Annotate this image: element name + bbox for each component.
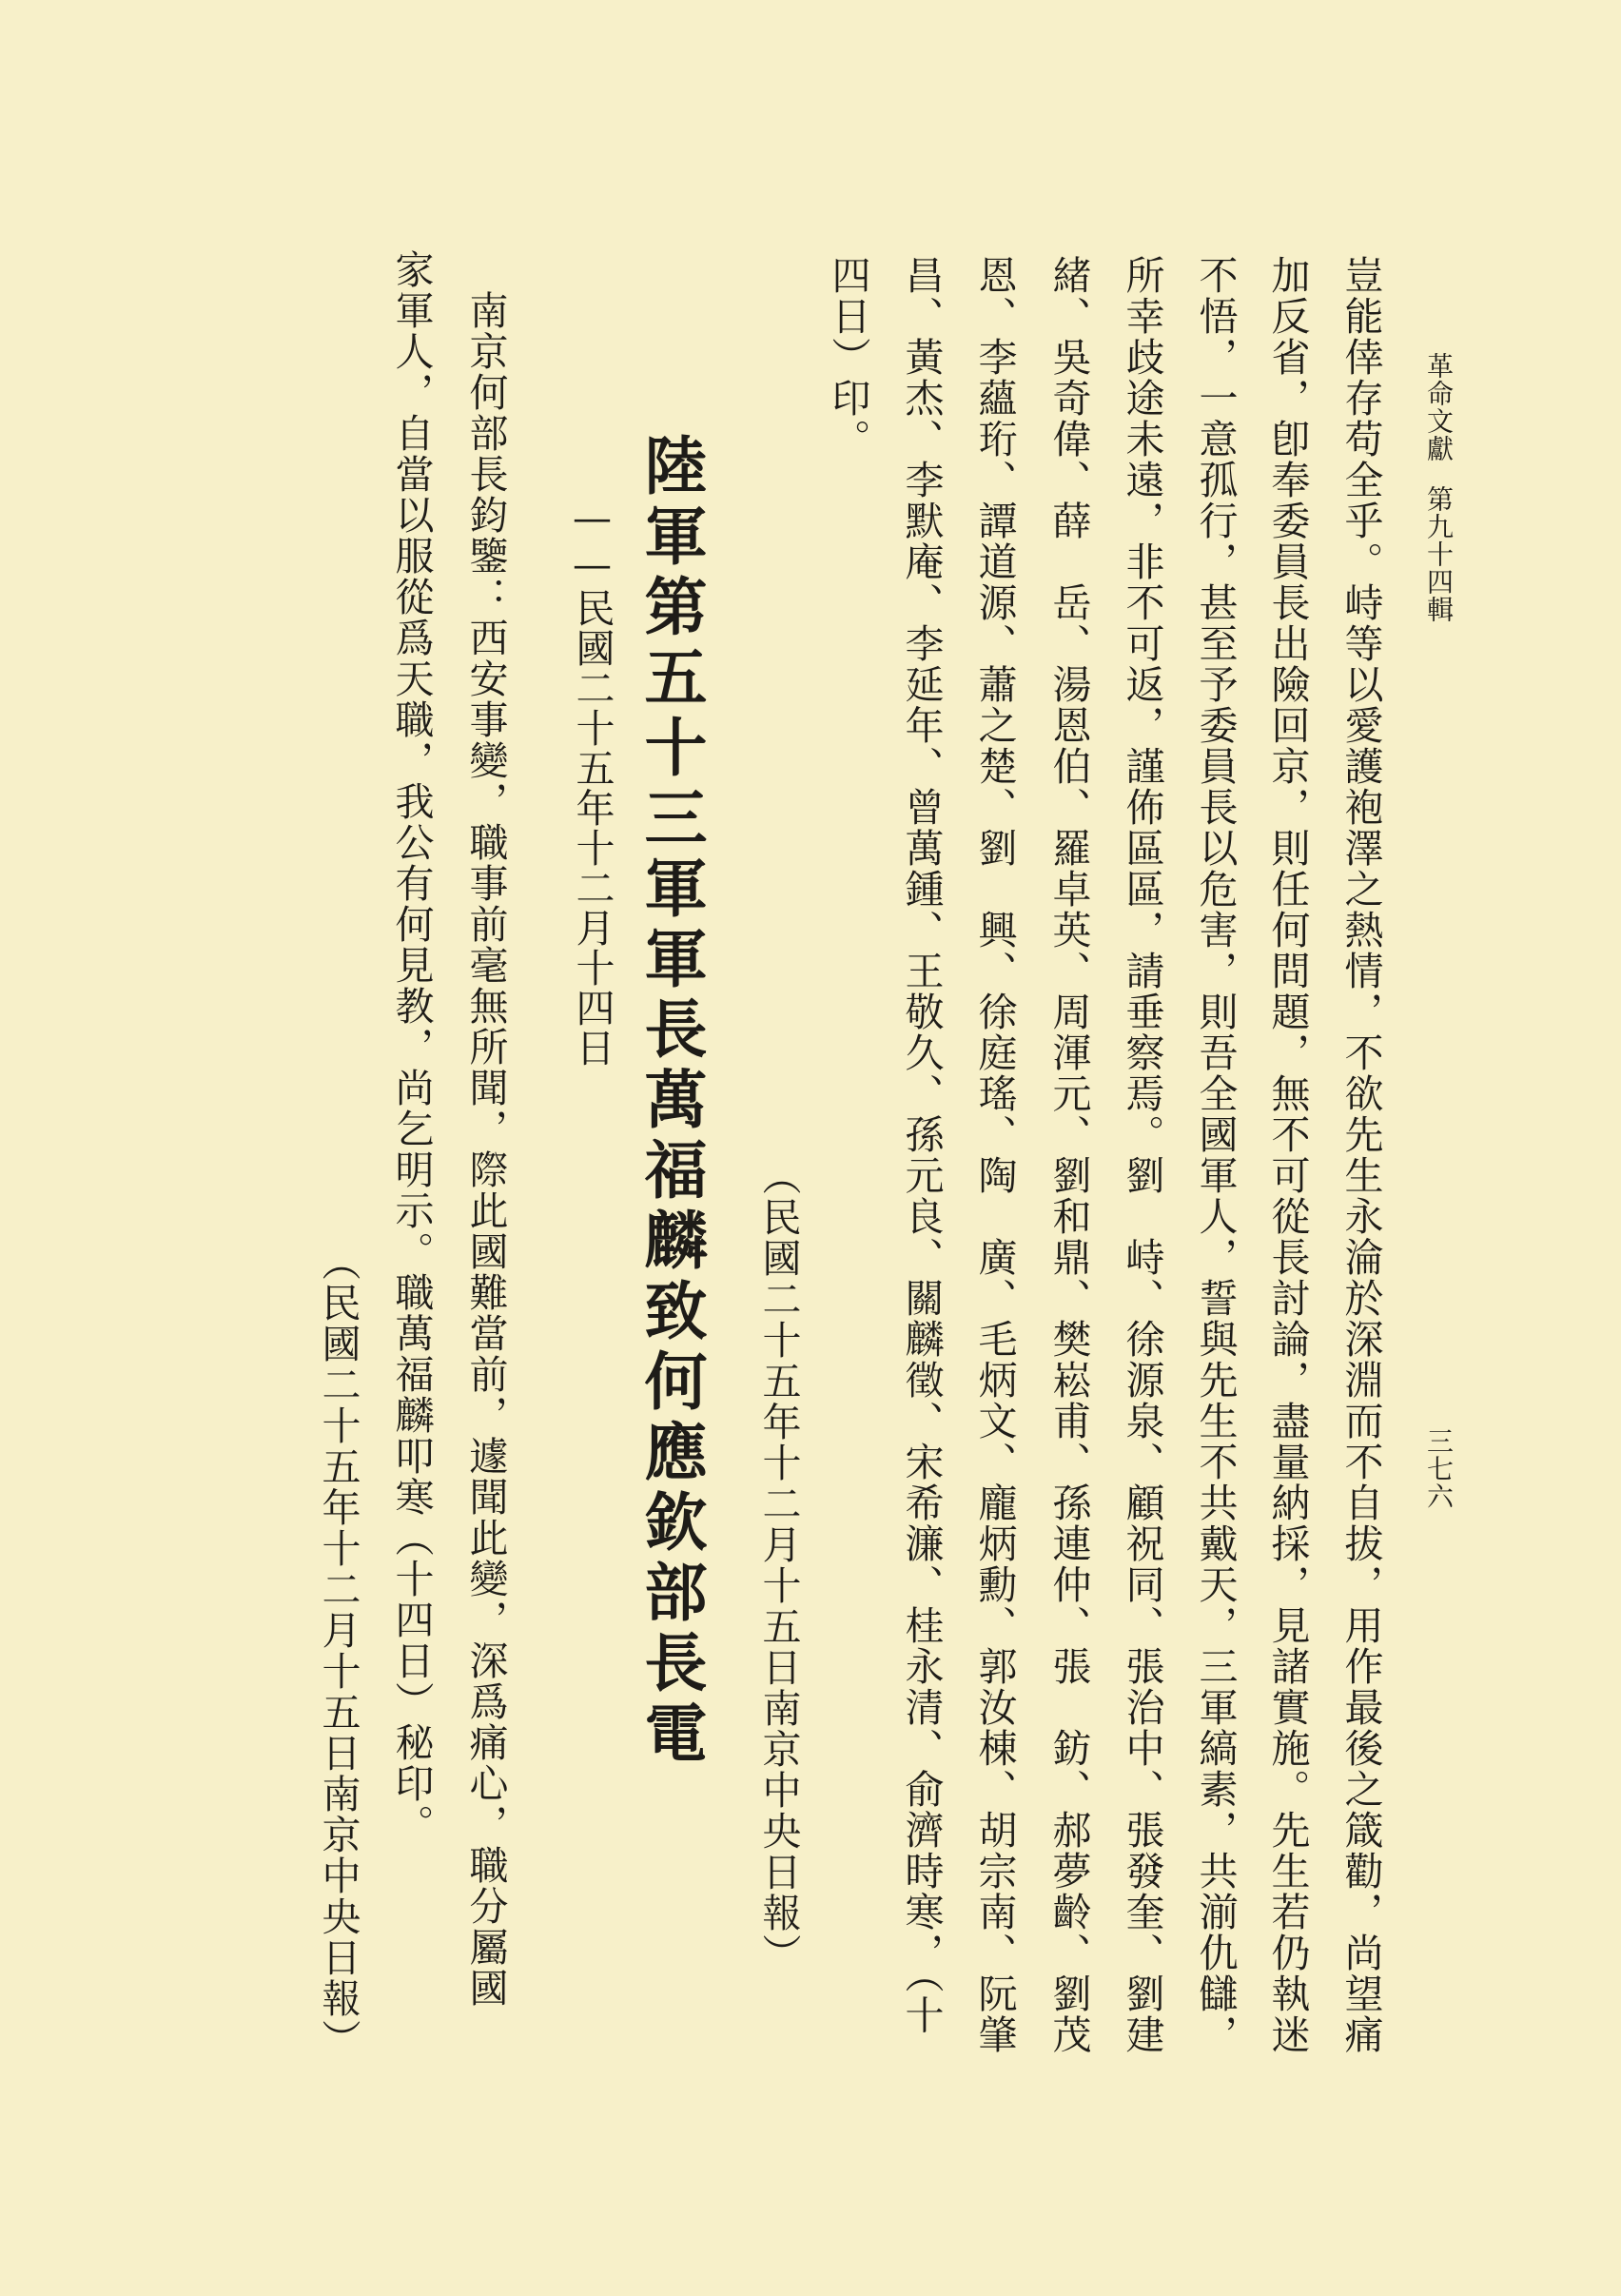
text-column: 家軍人，自當以服從爲天職，我公有何見教，尚乞明示。職萬福麟叩寒（十四日）秘印。 xyxy=(388,249,435,1845)
page-number: 三七六 xyxy=(1423,1427,1455,1510)
text-column: 昌、黃杰、李默庵、李延年、曾萬鍾、王敬久、孫元良、關麟徵、宋希濂、桂永清、俞濟時寒，（十 xyxy=(898,255,945,2036)
text-column: 不悟，一意孤行，甚至予委員長以危害，則吾全國軍人，誓與先生不共戴天，三軍縞素，共湔仇讎， xyxy=(1192,255,1239,2055)
source-citation: （民國二十五年十二月十五日南京中央日報） xyxy=(755,1156,802,1974)
text-column: 豈能倖存苟全乎。峙等以愛護袍澤之熱情，不欲先生永淪於深淵而不自拔，用作最後之箴勸，尚望痛 xyxy=(1338,255,1384,2055)
volume-number: 第九十四輯 xyxy=(1423,485,1455,623)
text-column: 四日）印。 xyxy=(825,255,871,460)
text-column: 南京何部長鈞鑒：西安事變，職事前毫無所聞，際此國難當前，遽聞此變，深爲痛心，職分屬國 xyxy=(462,290,509,2009)
book-title: 革命文獻 xyxy=(1423,352,1455,462)
running-header xyxy=(1423,352,1455,623)
document-title: 陸軍第五十三軍軍長萬福麟致何應欽部長電 xyxy=(634,433,708,1771)
document-date: ——民國二十五年十二月十四日 xyxy=(569,495,615,1068)
source-citation: （民國二十五年十二月十五日南京中央日報） xyxy=(315,1242,361,2060)
text-column: 加反省，卽奉委員長出險回京，則任何問題，無不可從長討論，盡量納採，見諸實施。先生若仍執迷 xyxy=(1264,255,1311,2055)
text-column: 所幸歧途未遠，非不可返，謹佈區區，請垂察焉。劉 峙、徐源泉、顧祝同、張治中、張發奎、劉建 xyxy=(1119,255,1165,2055)
text-column: 緒、吳奇偉、薛 岳、湯恩伯、羅卓英、周渾元、劉和鼎、樊崧甫、孫連仲、張 鈁、郝夢齡、劉茂 xyxy=(1045,255,1092,2055)
text-column: 恩、李蘊珩、譚道源、蕭之楚、劉 興、徐庭瑤、陶 廣、毛炳文、龐炳勳、郭汝棟、胡宗南、阮肇 xyxy=(971,255,1018,2055)
